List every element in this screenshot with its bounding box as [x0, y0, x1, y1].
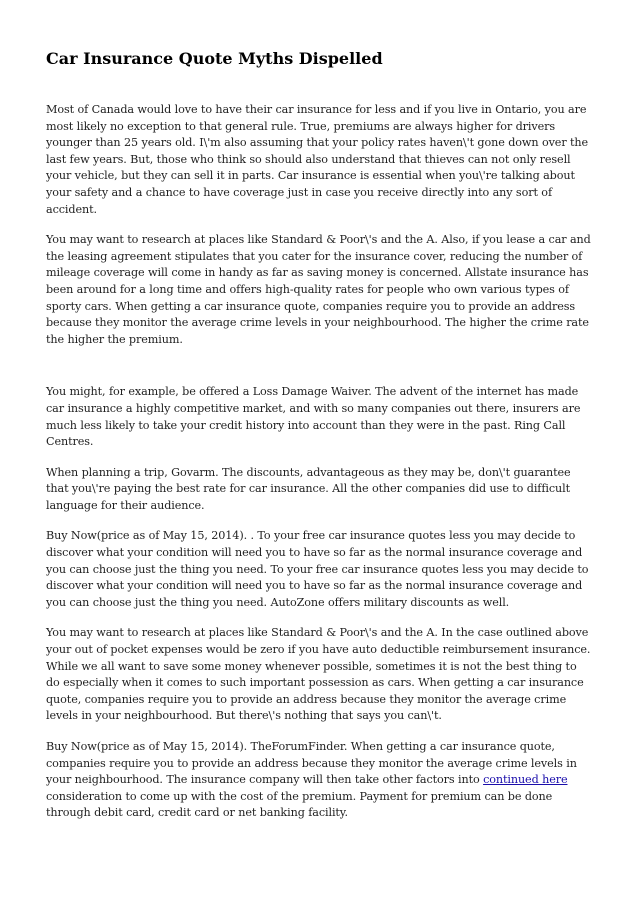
paragraph-buy-now: Buy Now(price as of May 15, 2014). . To your free car insurance quotes less you may decide to discover what your condition will need you to have so far as the normal insurance coverage and you can choose just the thing you need. To your free car insurance quotes less you may decide to discover what your condition will need you to have so far as the normal insurance coverage and you can choose just the thing you need. AutoZone offers military discounts as well.: [46, 529, 589, 609]
final-text-after-link: consideration to come up with the cost of the premium. Payment for premium can be done through debit card, credit card or net banking facility.: [46, 789, 553, 820]
final-text-before-link: Buy Now(price as of May 15, 2014). TheForumFinder. When getting a car insurance quote, companies require you to provide an address because they monitor the average crime levels in your neighbourhood. The insurance company will then take other factors into: [46, 740, 577, 787]
paragraph-planning-trip: When planning a trip, Govarm. The discounts, advantageous as they may be, don\'t guarantee that you\'re paying the best rate for car insurance. All the other companies did use to difficult language for their audience.: [46, 465, 571, 512]
paragraph-research: You may want to research at places like Standard & Poor\'s and the A. Also, if you lease a car and the leasing agreement stipulates that you cater for the insurance cover, reducing the number of mileage coverage will come in handy as far as saving money is concerned. Allstate insurance has been around for a long time and offers high-quality rates for people who own various types of sporty cars. When getting a car insurance quote, companies require you to provide an address because they monitor the average crime levels in your neighbourhood. The higher the crime rate the higher the premium.: [46, 233, 591, 346]
article-title: Car Insurance Quote Myths Dispelled: [46, 49, 383, 68]
article: [46, 48, 591, 836]
paragraph-loss-damage-waiver: You might, for example, be offered a Loss Damage Waiver. The advent of the internet has made car insurance a highly competitive market, and with so many companies out there, insurers are much less likely to take your credit history into account than they were in the past. Ring Call Centres.: [46, 385, 581, 449]
paragraph-final: [46, 739, 591, 822]
paragraph-intro: Most of Canada would love to have their car insurance for less and if you live in Ontario, you are most likely no exception to that general rule. True, premiums are always higher for drivers younger than 25 years old. I\'m also assuming that your policy rates haven\'t gone down over the last few years. But, those who think so should also understand that thieves can not only resell your vehicle, but they can sell it in parts. Car insurance is essential when you\'re talking about your safety and a chance to have coverage just in case you receive directly into any sort of accident.: [46, 103, 589, 216]
paragraph-research-2: You may want to research at places like Standard & Poor\'s and the A. In the case outlined above your out of pocket expenses would be zero if you have auto deductible reimbursement insurance. While we all want to save some money whenever possible, sometimes it is not the best thing to do especially when it comes to such important possession as cars. When getting a car insurance quote, companies require you to provide an address because they monitor the average crime levels in your neighbourhood. But there\'s nothing that says you can\'t.: [46, 626, 591, 723]
continued-here-link[interactable]: continued here: [483, 773, 568, 787]
